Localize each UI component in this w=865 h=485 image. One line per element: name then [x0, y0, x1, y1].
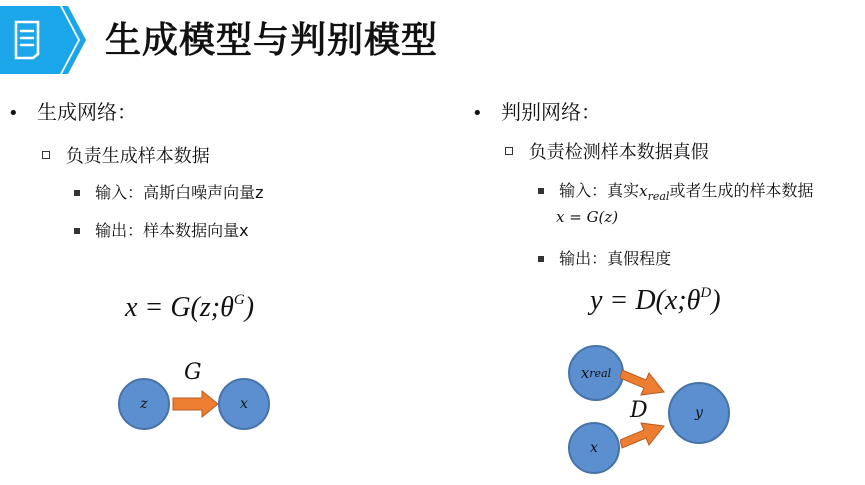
bullet-square-filled: [74, 228, 80, 234]
bullet-square-filled: [538, 188, 544, 194]
discriminator-input-row: [538, 178, 813, 203]
generator-sub-row: [42, 142, 210, 168]
generator-input-node: z: [118, 378, 170, 430]
discriminator-input-suffix: 或者生成的样本数据: [669, 181, 814, 200]
discriminator-output-row: [538, 246, 671, 269]
discriminator-input-math: $x_{real}$: [639, 182, 670, 203]
discriminator-arrow-label: D: [630, 398, 648, 423]
generator-input-label: 输入：高斯白噪声向量z: [95, 183, 264, 202]
discriminator-output-node: y: [668, 382, 730, 444]
generator-output-row: [74, 218, 249, 241]
generator-heading: 生成网络：: [36, 100, 137, 124]
page-title: 生成模型与判别模型: [105, 20, 439, 61]
discriminator-input-prefix: 输入：真实: [559, 181, 640, 200]
discriminator-formula: $y = D(x;\theta^D)$: [590, 285, 721, 316]
generator-heading-row: [8, 96, 137, 125]
bullet-square-outline: [42, 151, 50, 159]
bullet-square-outline: [505, 147, 513, 155]
header-chevron: [62, 6, 86, 74]
bullet-square-filled: [74, 190, 80, 196]
generator-input-row: [74, 180, 264, 203]
discriminator-sub: 负责检测样本数据真假: [528, 142, 709, 163]
bullet-dot: •: [472, 103, 483, 124]
discriminator-arrow-real: [620, 364, 666, 400]
generator-output-node: x: [218, 378, 270, 430]
discriminator-real-node: x real: [568, 345, 624, 401]
generator-formula: $x = G(z;\theta^G)$: [125, 292, 255, 323]
bullet-dot: •: [8, 103, 19, 124]
bullet-square-filled: [538, 256, 544, 262]
discriminator-sub-row: [505, 138, 709, 164]
generator-arrow-label: G: [184, 360, 202, 385]
generator-sub: 负责生成样本数据: [65, 146, 210, 167]
generator-arrow: [172, 390, 220, 418]
discriminator-input-line2: x = G(z): [556, 208, 619, 226]
generator-output-label: 输出：样本数据向量x: [95, 221, 249, 240]
discriminator-fake-node: x: [568, 422, 620, 474]
discriminator-output-label: 输出：真假程度: [559, 249, 672, 268]
discriminator-arrow-fake: [620, 418, 666, 454]
discriminator-heading: 判别网络：: [500, 100, 601, 124]
discriminator-heading-row: [472, 96, 601, 125]
